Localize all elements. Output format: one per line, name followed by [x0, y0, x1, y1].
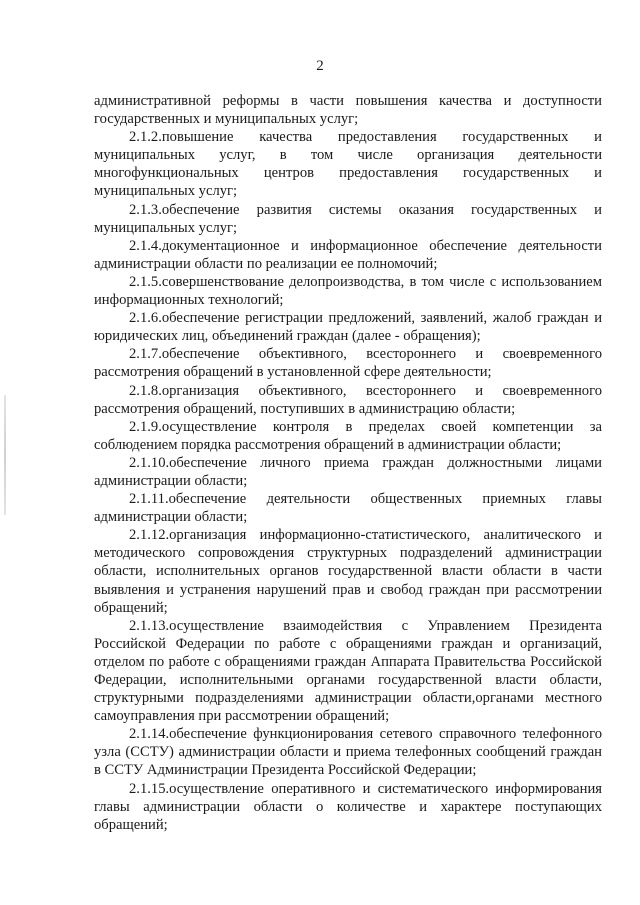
paragraph-2-1-5: 2.1.5.совершенствование делопроизводства, в том числе с использованием информационных технологий;	[94, 273, 602, 309]
paragraph-continuation: административной реформы в части повышения качества и доступности государственных и муниципальных услуг;	[94, 93, 602, 128]
paragraph-2-1-15: 2.1.15.осуществление оперативного и систематического информирования главы администрации области о количестве и характере поступающих обращений;	[94, 780, 602, 833]
scan-margin-mark	[4, 395, 6, 515]
paragraph-2-1-11: 2.1.11.обеспечение деятельности общественных приемных главы администрации области;	[94, 491, 602, 526]
paragraph-2-1-2: 2.1.2.повышение качества предоставления государственных и муниципальных услуг, в том числе организация деятельности многофункциональных центров предоставления государственных и муниципальных услуг;	[94, 129, 602, 200]
paragraph-2-1-3: 2.1.3.обеспечение развития системы оказания государственных и муниципальных услуг;	[94, 201, 602, 236]
document-body	[94, 92, 602, 834]
paragraph-2-1-12: 2.1.12.организация информационно-статистического, аналитического и методического сопровождения структурных подразделений администрации области, исполнительных органов государственной власти области в части выявления и устранения нарушений прав и свобод граждан при рассмотрении обращений;	[94, 527, 602, 616]
paragraph-2-1-4: 2.1.4.документационное и информационное обеспечение деятельности администрации области по реализации ее полномочий;	[94, 237, 602, 272]
paragraph-2-1-8: 2.1.8.организация объективного, всестороннего и своевременного рассмотрения обращений, поступивших в администрацию области;	[94, 382, 602, 417]
page-number: 2	[316, 58, 324, 74]
paragraph-2-1-7: 2.1.7.обеспечение объективного, всестороннего и своевременного рассмотрения обращений в установленной сфере деятельности;	[94, 346, 602, 381]
paragraph-2-1-10: 2.1.10.обеспечение личного приема граждан должностными лицами администрации области;	[94, 454, 602, 489]
paragraph-2-1-14: 2.1.14.обеспечение функционирования сетевого справочного телефонного узла (ССТУ) администрации области и приема телефонных сообщений граждан в ССТУ Администрации Президента Российской Федерации;	[94, 726, 602, 779]
paragraph-2-1-6: 2.1.6.обеспечение регистрации предложений, заявлений, жалоб граждан и юридических лиц, объединений граждан (далее - обращения);	[94, 310, 602, 345]
paragraph-2-1-9: 2.1.9.осуществление контроля в пределах своей компетенции за соблюдением порядка рассмотрения обращений в администрации области;	[94, 418, 602, 453]
paragraph-2-1-13: 2.1.13.осуществление взаимодействия с Управлением Президента Российской Федерации по работе с обращениями граждан и организаций, отделом по работе с обращениями граждан Аппарата Правительства Российской Федерации, исполнительными органами государственной власти области, структурными подразделениями администрации области,органами местного самоуправления при рассмотрении обращений;	[94, 617, 602, 725]
